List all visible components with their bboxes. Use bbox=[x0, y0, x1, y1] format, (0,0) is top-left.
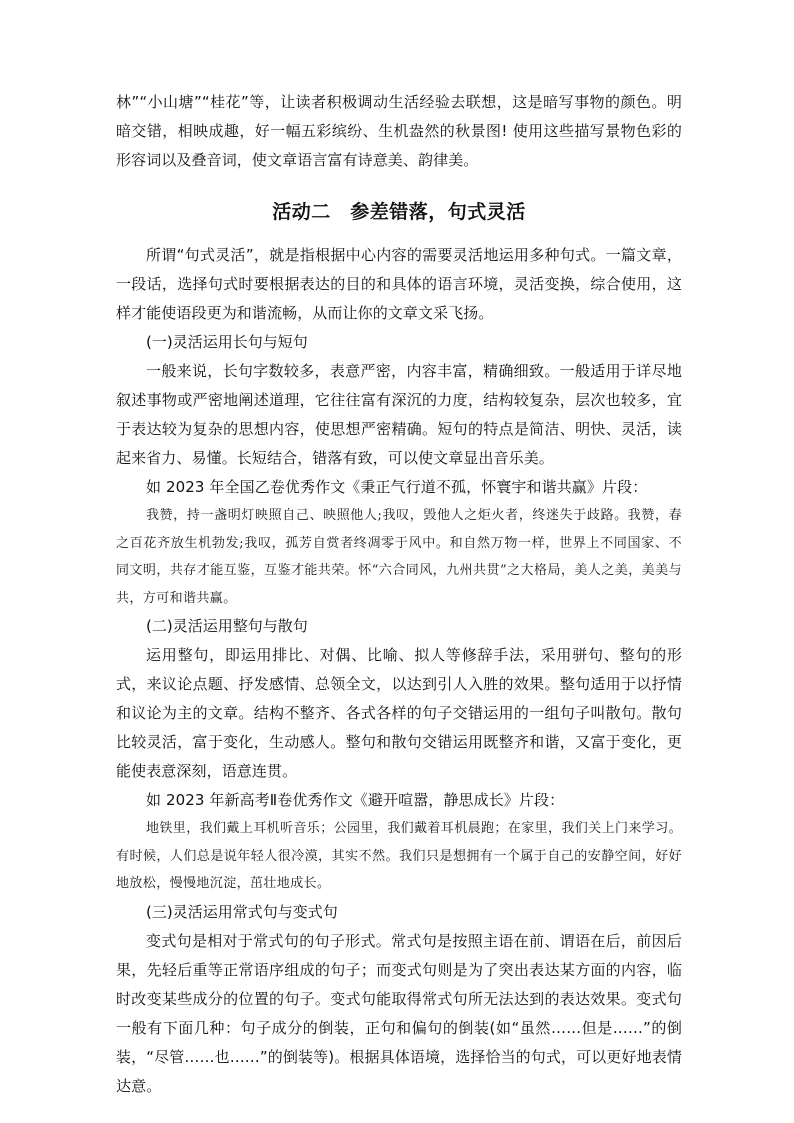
section-1-heading: (一)灵活运用长句与短句 bbox=[146, 333, 308, 351]
section-3-body: 变式句是相对于常式句的句子形式。常式句是按照主语在前、谓语在后，前因后果，先轻后重等正常语序组成的句子；而变式句则是为了突出表达某方面的内容，临时改变某些成分的位置的句子。变式句能取得常式句所无法达到的表达效果。变式句一般有下面几种：句子成分的倒装，正句和偏句的倒装(如“虽然……但是……”的倒装，“尽管……也……”的倒装等)。根据具体语境，选择恰当的句式，可以更好地表情达意。 bbox=[116, 931, 682, 1095]
section-2-quote: 地铁里，我们戴上耳机听音乐；公园里，我们戴着耳机晨跑；在家里，我们关上门来学习。有时候，人们总是说年轻人很冷漠，其实不然。我们只是想拥有一个属于自己的安静空间，好好地放松，慢慢地沉淀，茁壮地成长。 bbox=[116, 821, 683, 891]
section-1-quote: 我赞，持一盏明灯映照自己、映照他人;我叹，毁他人之炬火者，终迷失于歧路。我赞，春之百花齐放生机勃发;我叹，孤芳自赏者终凋零于风中。和自然万物一样，世界上不同国家、不同文明，共存才能互鉴，互鉴才能共荣。怀“六合同风，九州共贯”之大格局，美人之美，美美与共，方可和谐共赢。 bbox=[116, 508, 682, 606]
section-2-example-intro: 如 2023 年新高考Ⅱ卷优秀作文《避开喧嚣，静思成长》片段： bbox=[146, 791, 565, 809]
section-2-body: 运用整句，即运用排比、对偶、比喻、拟人等修辞手法，采用骈句、整句的形式，来议论点题、抒发感情、总领全文，以达到引人入胜的效果。整句适用于以抒情和议论为主的文章。结构不整齐、各式各样的句子交错运用的一组句子叫散句。散句比较灵活，富于变化，生动感人。整句和散句交错运用既整齐和谐，又富于变化，更能使表意深刻，语意连贯。 bbox=[116, 646, 682, 780]
section-1-example-intro: 如 2023 年全国乙卷优秀作文《秉正气行道不孤，怀寰宇和谐共赢》片段： bbox=[146, 478, 648, 496]
continued-paragraph: 林”“小山塘”“桂花”等，让读者积极调动生活经验去联想，这是暗写事物的颜色。明暗交错，相映成趣，好一幅五彩缤纷、生机盎然的秋景图! 使用这些描写景物色彩的形容词以及叠音词，使文章语言富有诗意美、韵律美。 bbox=[116, 93, 682, 169]
activity-title: 活动二 参差错落，句式灵活 bbox=[272, 201, 526, 223]
intro-paragraph: 所谓“句式灵活”，就是指根据中心内容的需要灵活地运用多种句式。一篇文章，一段话，选择句式时要根据表达的目的和具体的语言环境，灵活变换，综合使用，这样才能使语段更为和谐流畅，从而让你的文章文采飞扬。 bbox=[116, 246, 682, 322]
section-2-heading: (二)灵活运用整句与散句 bbox=[146, 617, 308, 635]
section-3-heading: (三)灵活运用常式句与变式句 bbox=[146, 902, 338, 921]
page-content bbox=[116, 88, 682, 1101]
section-1-body: 一般来说，长句字数较多，表意严密，内容丰富，精确细致。一般适用于详尽地叙述事物或严密地阐述道理，它往往富有深沉的力度，结构较复杂，层次也较多，宜于表达较为复杂的思想内容，使思想严密精确。短句的特点是简洁、明快、灵活，读起来省力、易懂。长短结合，错落有致，可以使文章显出音乐美。 bbox=[116, 362, 682, 467]
